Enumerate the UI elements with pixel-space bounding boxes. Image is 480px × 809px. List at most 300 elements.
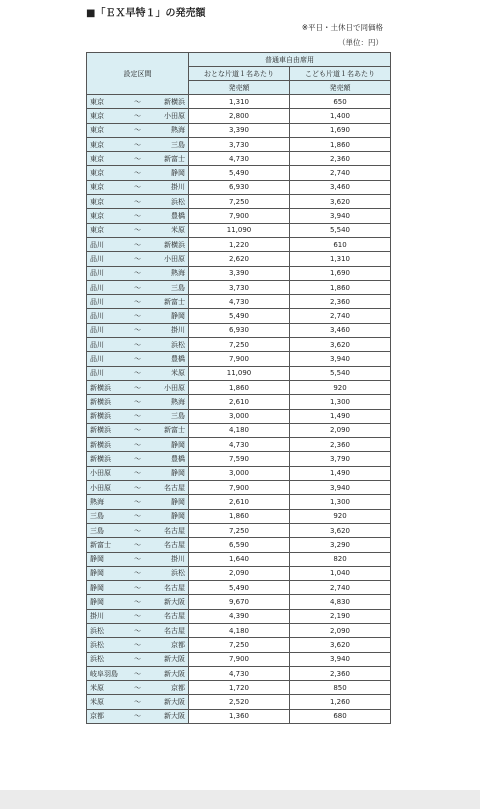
child-price: 2,740 [290,166,391,180]
route-tilde: ～ [134,412,141,421]
table-row [87,166,391,180]
child-price: 1,690 [290,266,391,280]
route-tilde: ～ [134,526,141,535]
route-tilde: ～ [134,669,141,678]
route-cell [87,252,189,266]
route-to: 小田原 [164,383,185,392]
table-row [87,323,391,337]
route-cell [87,180,189,194]
adult-price: 2,800 [189,109,290,123]
route-from: 東京 [90,183,104,192]
route-cell [87,323,189,337]
route-cell [87,366,189,380]
route-cell [87,223,189,237]
table-row [87,652,391,666]
route-tilde: ～ [134,197,141,206]
route-tilde: ～ [134,598,141,607]
route-from: 品川 [90,283,104,292]
route-to: 新横浜 [164,240,185,249]
route-cell [87,352,189,366]
table-row [87,666,391,680]
route-cell [87,280,189,294]
adult-price: 3,000 [189,466,290,480]
route-tilde: ～ [134,240,141,249]
route-from: 品川 [90,312,104,321]
child-price: 2,360 [290,438,391,452]
route-tilde: ～ [134,569,141,578]
route-cell [87,309,189,323]
route-cell [87,581,189,595]
table-row [87,95,391,109]
route-from: 米原 [90,683,104,692]
route-from: 東京 [90,169,104,178]
route-cell [87,466,189,480]
child-price: 1,310 [290,252,391,266]
route-from: 新横浜 [90,397,111,406]
route-tilde: ～ [134,683,141,692]
route-tilde: ～ [134,555,141,564]
route-to: 熱海 [171,397,185,406]
route-cell [87,609,189,623]
route-from: 京都 [90,712,104,721]
route-to: 新富士 [164,426,185,435]
route-to: 米原 [171,369,185,378]
route-cell [87,566,189,580]
child-price: 3,940 [290,481,391,495]
table-row [87,709,391,723]
adult-price: 4,730 [189,666,290,680]
route-to: 掛川 [171,183,185,192]
route-cell [87,595,189,609]
adult-price: 4,730 [189,295,290,309]
adult-price: 7,900 [189,652,290,666]
child-price: 4,830 [290,595,391,609]
child-price: 3,940 [290,209,391,223]
route-tilde: ～ [134,455,141,464]
route-from: 岐阜羽島 [90,669,118,678]
route-tilde: ～ [134,426,141,435]
adult-price: 7,900 [189,481,290,495]
route-from: 浜松 [90,626,104,635]
adult-price: 4,730 [189,152,290,166]
child-price: 1,400 [290,109,391,123]
adult-price: 3,390 [189,266,290,280]
adult-price: 4,390 [189,609,290,623]
route-to: 熱海 [171,126,185,135]
table-row [87,623,391,637]
child-price: 850 [290,681,391,695]
table-row [87,338,391,352]
table-row [87,581,391,595]
route-to: 名古屋 [164,626,185,635]
adult-price: 3,390 [189,123,290,137]
route-to: 新大阪 [164,698,185,707]
adult-price: 1,220 [189,237,290,251]
adult-price: 2,520 [189,695,290,709]
adult-price: 1,640 [189,552,290,566]
child-price: 3,620 [290,195,391,209]
adult-price: 11,090 [189,366,290,380]
route-cell [87,395,189,409]
route-from: 品川 [90,240,104,249]
route-to: 新大阪 [164,712,185,721]
route-tilde: ～ [134,154,141,163]
route-from: 新富士 [90,540,111,549]
header-adult-amount: 発売額 [189,81,290,95]
adult-price: 6,930 [189,323,290,337]
route-from: 東京 [90,197,104,206]
child-price: 5,540 [290,366,391,380]
child-price: 610 [290,237,391,251]
table-row [87,609,391,623]
child-price: 1,040 [290,566,391,580]
route-cell [87,295,189,309]
table-row [87,466,391,480]
route-from: 品川 [90,326,104,335]
table-row [87,137,391,151]
route-from: 新横浜 [90,440,111,449]
route-tilde: ～ [134,326,141,335]
route-from: 東京 [90,226,104,235]
adult-price: 2,610 [189,495,290,509]
adult-price: 6,590 [189,538,290,552]
route-tilde: ～ [134,369,141,378]
table-row [87,352,391,366]
route-to: 静岡 [171,512,185,521]
child-price: 2,740 [290,309,391,323]
child-price: 920 [290,509,391,523]
route-to: 浜松 [171,197,185,206]
child-price: 2,190 [290,609,391,623]
route-tilde: ～ [134,254,141,263]
adult-price: 7,250 [189,338,290,352]
route-tilde: ～ [134,226,141,235]
route-to: 名古屋 [164,612,185,621]
route-to: 新横浜 [164,97,185,106]
route-to: 三島 [171,412,185,421]
child-price: 1,490 [290,409,391,423]
adult-price: 1,310 [189,95,290,109]
route-tilde: ～ [134,269,141,278]
route-tilde: ～ [134,354,141,363]
viewer-bottom-bar [0,790,480,809]
route-tilde: ～ [134,340,141,349]
table-row [87,237,391,251]
route-cell [87,166,189,180]
adult-price: 3,730 [189,137,290,151]
route-to: 名古屋 [164,583,185,592]
header-child-amount: 発売額 [290,81,391,95]
route-to: 三島 [171,140,185,149]
table-row [87,523,391,537]
route-from: 掛川 [90,612,104,621]
route-cell [87,109,189,123]
route-from: 浜松 [90,655,104,664]
route-to: 米原 [171,226,185,235]
child-price: 3,290 [290,538,391,552]
table-row [87,180,391,194]
route-tilde: ～ [134,312,141,321]
adult-price: 3,000 [189,409,290,423]
route-cell [87,95,189,109]
child-price: 920 [290,380,391,394]
adult-price: 7,250 [189,195,290,209]
route-from: 小田原 [90,469,111,478]
route-from: 新横浜 [90,383,111,392]
adult-price: 7,250 [189,523,290,537]
route-from: 三島 [90,512,104,521]
child-price: 3,620 [290,523,391,537]
route-tilde: ～ [134,483,141,492]
adult-price: 5,490 [189,166,290,180]
route-to: 小田原 [164,254,185,263]
route-from: 東京 [90,212,104,221]
route-cell [87,623,189,637]
route-to: 新大阪 [164,598,185,607]
table-row [87,152,391,166]
route-cell [87,237,189,251]
route-cell [87,495,189,509]
route-tilde: ～ [134,497,141,506]
route-tilde: ～ [134,212,141,221]
route-cell [87,638,189,652]
child-price: 3,790 [290,452,391,466]
table-row [87,209,391,223]
route-cell [87,509,189,523]
route-tilde: ～ [134,655,141,664]
route-from: 東京 [90,97,104,106]
route-to: 豊橋 [171,455,185,464]
route-cell [87,452,189,466]
route-tilde: ～ [134,283,141,292]
route-tilde: ～ [134,626,141,635]
route-to: 京都 [171,640,185,649]
adult-price: 4,180 [189,623,290,637]
adult-price: 7,900 [189,352,290,366]
table-row [87,295,391,309]
route-tilde: ～ [134,169,141,178]
child-price: 1,690 [290,123,391,137]
unit-note: （単位：円） [338,38,383,47]
route-tilde: ～ [134,126,141,135]
route-from: 静岡 [90,569,104,578]
route-from: 新横浜 [90,426,111,435]
table-row [87,438,391,452]
route-from: 静岡 [90,583,104,592]
route-to: 豊橋 [171,354,185,363]
table-row [87,638,391,652]
route-cell [87,380,189,394]
route-cell [87,338,189,352]
table-row [87,266,391,280]
route-from: 東京 [90,111,104,120]
route-to: 静岡 [171,469,185,478]
route-from: 新横浜 [90,412,111,421]
table-row [87,252,391,266]
route-cell [87,709,189,723]
route-cell [87,481,189,495]
child-price: 3,940 [290,652,391,666]
route-cell [87,666,189,680]
route-tilde: ～ [134,183,141,192]
adult-price: 1,360 [189,709,290,723]
table-row [87,366,391,380]
route-tilde: ～ [134,640,141,649]
route-to: 浜松 [171,569,185,578]
child-price: 2,360 [290,666,391,680]
adult-price: 2,610 [189,395,290,409]
child-price: 2,090 [290,423,391,437]
adult-price: 2,620 [189,252,290,266]
adult-price: 1,860 [189,380,290,394]
route-to: 新大阪 [164,669,185,678]
route-cell [87,552,189,566]
adult-price: 6,930 [189,180,290,194]
route-from: 東京 [90,126,104,135]
route-to: 静岡 [171,440,185,449]
fare-table-body [87,95,391,724]
route-tilde: ～ [134,97,141,106]
table-row [87,380,391,394]
route-from: 品川 [90,369,104,378]
child-price: 2,090 [290,623,391,637]
route-cell [87,209,189,223]
adult-price: 3,730 [189,280,290,294]
table-row [87,595,391,609]
route-tilde: ～ [134,469,141,478]
table-row [87,695,391,709]
child-price: 650 [290,95,391,109]
header-section: 設定区間 [87,53,189,95]
route-to: 浜松 [171,340,185,349]
route-from: 品川 [90,354,104,363]
child-price: 2,740 [290,581,391,595]
child-price: 680 [290,709,391,723]
table-row [87,681,391,695]
adult-price: 11,090 [189,223,290,237]
child-price: 3,620 [290,638,391,652]
route-cell [87,695,189,709]
route-to: 熱海 [171,269,185,278]
child-price: 1,300 [290,495,391,509]
route-from: 静岡 [90,555,104,564]
table-row [87,423,391,437]
route-tilde: ～ [134,383,141,392]
route-cell [87,681,189,695]
route-from: 品川 [90,340,104,349]
adult-price: 1,860 [189,509,290,523]
route-cell [87,538,189,552]
table-row [87,452,391,466]
table-row [87,395,391,409]
child-price: 3,460 [290,180,391,194]
route-tilde: ～ [134,111,141,120]
route-cell [87,152,189,166]
route-to: 静岡 [171,497,185,506]
child-price: 3,940 [290,352,391,366]
table-row [87,552,391,566]
child-price: 1,300 [290,395,391,409]
route-cell [87,523,189,537]
table-row [87,509,391,523]
route-cell [87,266,189,280]
adult-price: 2,090 [189,566,290,580]
route-tilde: ～ [134,397,141,406]
table-row [87,566,391,580]
table-row [87,309,391,323]
route-from: 三島 [90,526,104,535]
route-cell [87,409,189,423]
route-tilde: ～ [134,712,141,721]
header-child: こども片道１名あたり [290,67,391,81]
adult-price: 5,490 [189,581,290,595]
route-tilde: ～ [134,612,141,621]
adult-price: 4,180 [189,423,290,437]
route-from: 品川 [90,269,104,278]
adult-price: 7,250 [189,638,290,652]
adult-price: 7,590 [189,452,290,466]
child-price: 1,860 [290,137,391,151]
route-tilde: ～ [134,512,141,521]
route-to: 新富士 [164,154,185,163]
table-row [87,495,391,509]
route-from: 浜松 [90,640,104,649]
route-to: 豊橋 [171,212,185,221]
route-to: 掛川 [171,555,185,564]
route-cell [87,195,189,209]
route-to: 名古屋 [164,526,185,535]
child-price: 1,860 [290,280,391,294]
child-price: 2,360 [290,295,391,309]
table-row [87,109,391,123]
child-price: 3,460 [290,323,391,337]
route-to: 名古屋 [164,540,185,549]
page-title: ■「ＥＸ早特１」の発売額 [86,8,206,19]
route-to: 名古屋 [164,483,185,492]
route-from: 熱海 [90,497,104,506]
route-to: 小田原 [164,111,185,120]
route-cell [87,123,189,137]
child-price: 5,540 [290,223,391,237]
child-price: 1,490 [290,466,391,480]
table-row [87,195,391,209]
route-tilde: ～ [134,140,141,149]
table-row [87,481,391,495]
header-adult: おとな片道１名あたり [189,67,290,81]
route-from: 品川 [90,297,104,306]
route-from: 静岡 [90,598,104,607]
adult-price: 5,490 [189,309,290,323]
price-note: ※平日・土休日で同価格 [301,23,383,32]
route-tilde: ～ [134,297,141,306]
child-price: 2,360 [290,152,391,166]
table-row [87,538,391,552]
route-from: 米原 [90,698,104,707]
adult-price: 4,730 [189,438,290,452]
child-price: 820 [290,552,391,566]
route-to: 静岡 [171,312,185,321]
route-cell [87,438,189,452]
route-to: 京都 [171,683,185,692]
route-from: 東京 [90,154,104,163]
route-from: 小田原 [90,483,111,492]
child-price: 1,260 [290,695,391,709]
route-to: 静岡 [171,169,185,178]
header-seat-type: 普通車自由席用 [189,53,391,67]
fare-table [86,52,391,724]
route-tilde: ～ [134,583,141,592]
route-to: 三島 [171,283,185,292]
